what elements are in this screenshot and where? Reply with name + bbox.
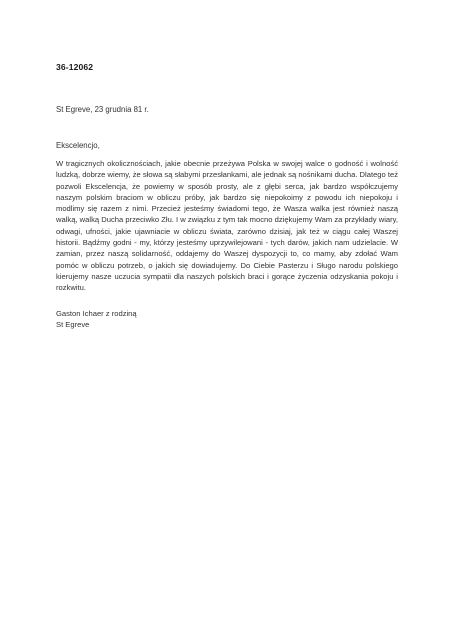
signature-name: Gaston Ichaer z rodziną — [56, 309, 137, 318]
salutation: Ekscelencjo, — [56, 141, 100, 150]
document-id: 36-12062 — [56, 62, 94, 72]
place-date: St Egreve, 23 grudnia 81 r. — [56, 105, 149, 114]
signature-block — [56, 308, 137, 331]
signature-place: St Egreve — [56, 320, 90, 330]
letter-body: W tragicznych okolicznościach, jakie obecnie przeżywa Polska w swojej walce o godność i wolność ludzką, dobrze wiemy, że słowa są słabymi przesłankami, ale jednak są nośnikami ducha. Dlatego też pozwoli Ekscelencja, że powiemy w sposób prosty, ale z głębi serca, jak bardzo współczujemy naszym polskim braciom w obliczu próby, jak bardzo się niepokoimy z powodu ich niepokoju i modlimy się razem z nimi. Przecież jesteśmy świadomi tego, że Wasza walka jest również naszą walką, walką Ducha przeciwko Złu. I w związku z tym tak mocno dziękujemy Wam za przykłady wiary, odwagi, ufności, jakie ujawniacie w obliczu świata, zarówno dzisiaj, jak też w ciągu całej Waszej historii. Bądźmy godni - my, którzy jesteśmy uprzywilejowani - tych darów, jakich nam udzielacie. W zamian, przez naszą solidarność, oddajemy do Waszej dyspozycji to, co mamy, aby zdołać Wam pomóc w obliczu potrzeb, o jakich się dowiadujemy. Do Ciebie Pasterzu i Sługo narodu polskiego kierujemy nasze uczucia sympatii dla naszych polskich braci i gorące życzenia odzyskania pokoju i rozkwitu. — [56, 159, 398, 293]
